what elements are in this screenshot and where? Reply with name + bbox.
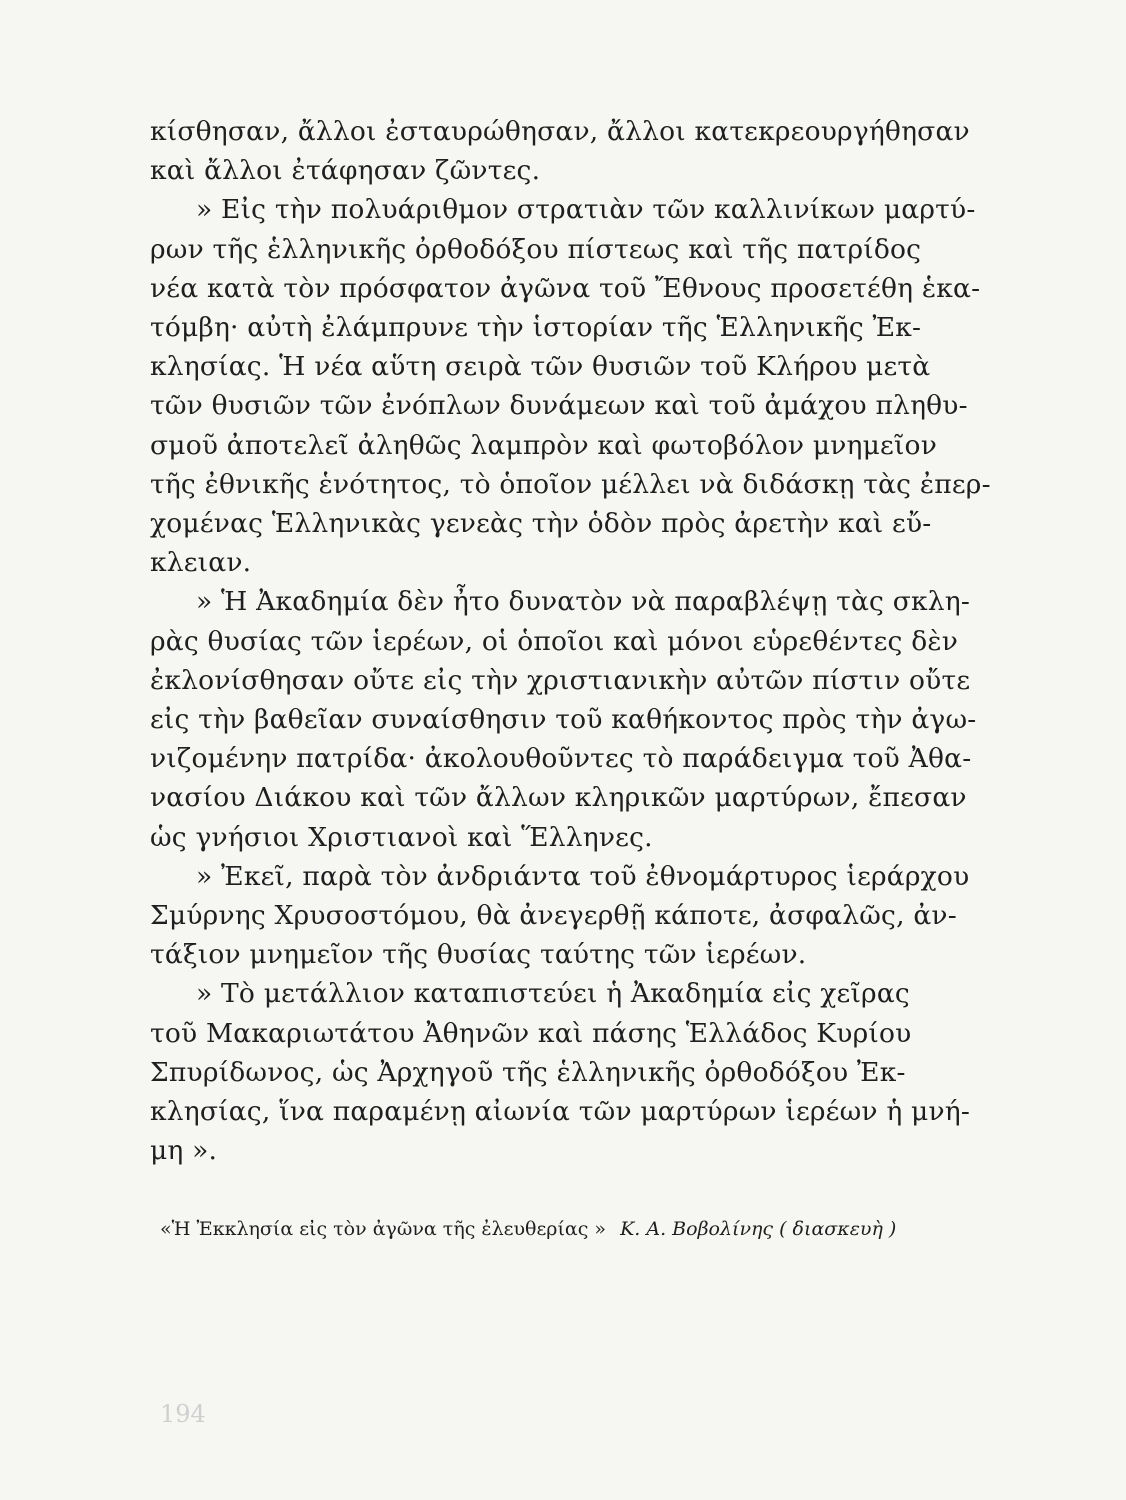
text-line: κίσθησαν, ἄλλοι ἐσταυρώθησαν, ἄλλοι κατεκρεουργήθησαν <box>150 116 970 147</box>
text-line: νέα κατὰ τὸν πρόσφατον ἀγῶνα τοῦ Ἔθνους προσετέθη ἑκα- <box>150 272 981 304</box>
text-line: νασίου Διάκου καὶ τῶν ἄλλων κληρικῶν μαρτύρων, ἔπεσαν <box>150 782 967 814</box>
text-line: κλειαν. <box>150 547 252 579</box>
text-line: » Ἡ Ἀκαδημία δὲν ἦτο δυνατὸν νὰ παραβλέψῃ τὰς σκλη- <box>196 586 970 618</box>
text-line: » Ἐκεῖ, παρὰ τὸν ἀνδριάντα τοῦ ἐθνομάρτυρος ἱεράρχου <box>196 860 970 892</box>
text-line: ρων τῆς ἑλληνικῆς ὀρθοδόξου πίστεως καὶ τῆς πατρίδος <box>150 233 922 265</box>
source-citation <box>160 1216 1000 1242</box>
text-line: χομένας Ἑλληνικὰς γενεὰς τὴν ὁδὸν πρὸς ἀρετὴν καὶ εὔ- <box>150 508 932 540</box>
text-line: μη ». <box>150 1135 218 1167</box>
page-number: 194 <box>160 1400 206 1428</box>
text-line: κλησίας, ἵνα παραμένῃ αἰωνία τῶν μαρτύρων ἱερέων ἡ μνή- <box>150 1096 971 1128</box>
text-line: Σπυρίδωνος, ὡς Ἀρχηγοῦ τῆς ἑλληνικῆς ὀρθοδόξου Ἐκ- <box>150 1056 906 1088</box>
text-line: κλησίας. Ἡ νέα αὕτη σειρὰ τῶν θυσιῶν τοῦ Κλήρου μετὰ <box>150 351 931 383</box>
text-line: τόμβη· αὐτὴ ἐλάμπρυνε τὴν ἱστορίαν τῆς Ἑλληνικῆς Ἐκ- <box>150 312 922 344</box>
text-line: ὡς γνήσιοι Χριστιανοὶ καὶ Ἕλληνες. <box>150 821 653 853</box>
text-line: Σμύρνης Χρυσοστόμου, θὰ ἀνεγερθῇ κάποτε, ἀσφαλῶς, ἀν- <box>150 900 957 932</box>
text-line: σμοῦ ἀποτελεῖ ἀληθῶς λαμπρὸν καὶ φωτοβόλον μνημεῖον <box>150 429 938 461</box>
text-line: » Εἰς τὴν πολυάριθμον στρατιὰν τῶν καλλινίκων μαρτύ- <box>196 194 976 226</box>
text-line: νιζομένην πατρίδα· ἀκολουθοῦντες τὸ παράδειγμα τοῦ Ἀθα- <box>150 743 972 775</box>
text-line: ἐκλονίσθησαν οὔτε εἰς τὴν χριστιανικὴν αὐτῶν πίστιν οὔτε <box>150 664 971 696</box>
text-line: τῆς ἐθνικῆς ἑνότητος, τὸ ὁποῖον μέλλει νὰ διδάσκῃ τὰς ἐπερ- <box>150 468 991 500</box>
text-line: τοῦ Μακαριωτάτου Ἀθηνῶν καὶ πάσης Ἑλλάδος Κυρίου <box>150 1017 912 1049</box>
text-line: εἰς τὴν βαθεῖαν συναίσθησιν τοῦ καθήκοντος πρὸς τὴν ἀγω- <box>150 704 977 736</box>
text-line: τάξιον μνημεῖον τῆς θυσίας ταύτης τῶν ἱερέων. <box>150 939 807 971</box>
text-line: ρὰς θυσίας τῶν ἱερέων, οἱ ὁποῖοι καὶ μόνοι εὑρεθέντες δὲν <box>150 625 959 657</box>
body-text <box>150 112 996 1170</box>
source-title: «Ἡ Ἐκκλησία εἰς τὸν ἀγῶνα τῆς ἐλευθερίας » <box>160 1218 607 1240</box>
text-line: τῶν θυσιῶν τῶν ἐνόπλων δυνάμεων καὶ τοῦ ἀμάχου πληθυ- <box>150 390 968 422</box>
source-author: Κ. Α. Βοβολίνης ( διασκευὴ ) <box>620 1218 897 1240</box>
text-line: καὶ ἄλλοι ἐτάφησαν ζῶντες. <box>150 155 541 187</box>
text-line: » Τὸ μετάλλιον καταπιστεύει ἡ Ἀκαδημία εἰς χεῖρας <box>196 978 910 1010</box>
